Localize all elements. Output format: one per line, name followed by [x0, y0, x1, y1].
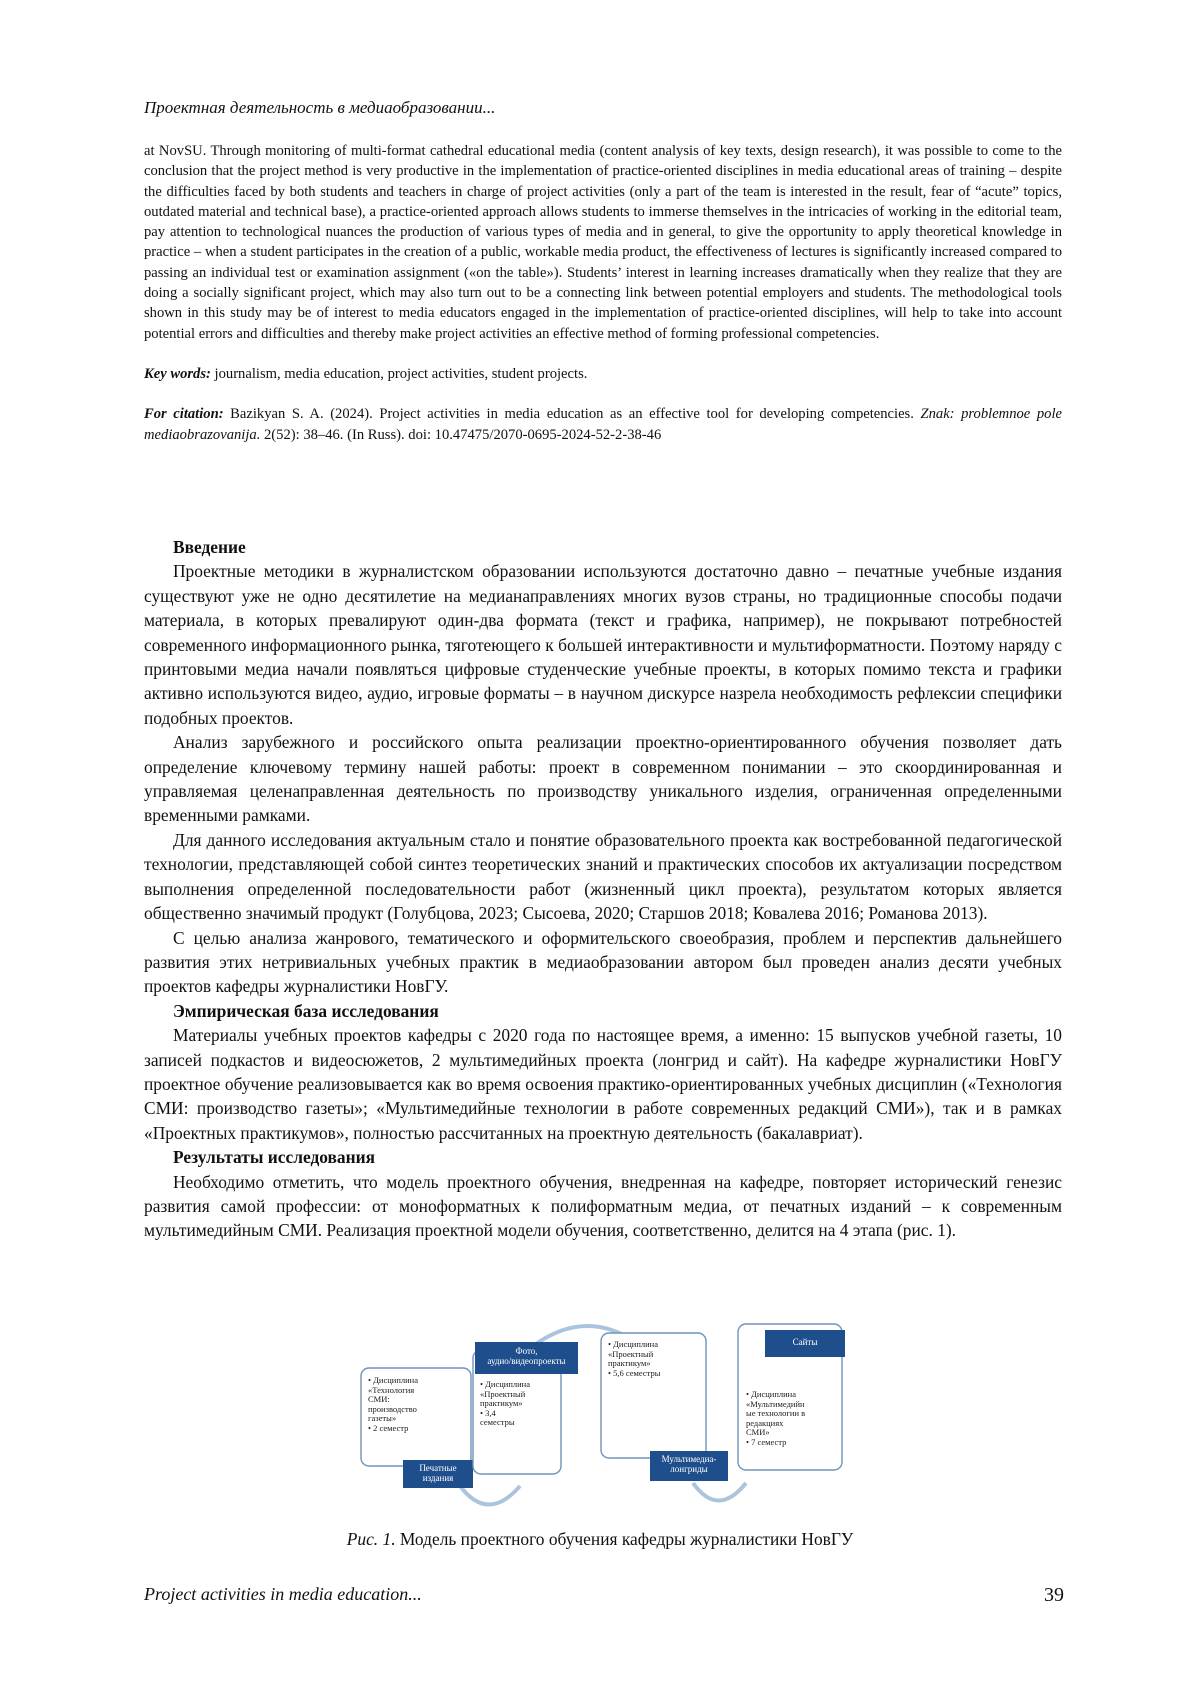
stage-item-line: • Дисциплина — [746, 1390, 796, 1399]
stage1-items — [368, 1376, 466, 1462]
arrow-connector — [460, 1486, 520, 1505]
citation-text: Bazikyan S. A. (2024). Project activities in media education as an effective tool for developing competencies. — [230, 406, 914, 423]
abstract — [144, 141, 1062, 445]
stage-item-line: • Дисциплина — [368, 1376, 418, 1385]
paragraph: Для данного исследования актуальным стало и понятие образовательного проекта как востребованной педагогической технологии, представляющей собой синтез теоретических знаний и практических способов их актуализации посредством выполнения определенной последовательности работ (жизненный цикл проекта), результатом которых является общественно значимый продукт (Голубцова, 2023; Сысоева, 2020; Старшов 2018; Ковалева 2016; Романова 2013). — [144, 829, 1062, 924]
stage-item-line: «Мультимедийн — [746, 1398, 805, 1409]
abstract-text: at NovSU. Through monitoring of multi-format cathedral educational media (content analysis of key texts, design research), it was possible to come to the conclusion that the project method is very productive in the implementation of practice-oriented disciplines in media educational areas of training – despite the difficulties faced by both students and teachers in charge of project activities (only a part of the team is interested in the result, fear of “acute” topics, outdated material and technical base), a practice-oriented approach allows students to immerse themselves in the intricacies of working in the editorial team, pay attention to technological nuances the production of various types of media and in general, to give the opportunity to apply theoretical knowledge in practice – when a student participates in the creation of a public, workable media product, the effectiveness of lectures is significantly increased compared to passing an individual test or examination assignment («on the table»). Students’ interest in learning increases dramatically when they realize that they are doing a socially significant project, which may also turn out to be a connecting link between potential employers and students. The methodological tools shown in this study may be of interest to media educators engaged in the implementation of practice-oriented disciplines, will help to take into account potential errors and difficulties and thereby make project activities an effective method of forming professional competencies. — [144, 143, 1062, 342]
stage-item-line: ые технологии в — [746, 1408, 806, 1418]
stage-label-line: Мультимедиа- — [661, 1454, 717, 1464]
stage-item-line: «Технология — [368, 1384, 415, 1395]
keywords-text: journalism, media education, project activities, student projects. — [214, 365, 588, 382]
stage-item-line: • 3,4 — [480, 1407, 496, 1418]
stage-item-line: «Проектный — [480, 1388, 526, 1399]
caption-text: Модель проектного обучения кафедры журналистики НовГУ — [399, 1529, 854, 1549]
stage-item-line: • Дисциплина — [608, 1340, 658, 1349]
running-footer: Project activities in media education... — [144, 1584, 422, 1604]
figure-caption — [0, 1529, 1200, 1550]
stage3-items — [608, 1340, 703, 1420]
stage-item-line: • 2 семестр — [368, 1422, 409, 1433]
paragraph: С целью анализа жанрового, тематического и оформительского своеобразия, проблем и перспектив дальнейшего развития этих нетривиальных учебных практик в медиаобразовании автором был проведен анализ десяти учебных проектов кафедры журналистики НовГУ. — [144, 927, 1062, 997]
figure-project-model — [358, 1318, 848, 1513]
stage-label-line: Печатные — [419, 1463, 457, 1473]
citation-journal: Znak: problemnoe pole mediaobrazovanija. — [144, 406, 1063, 443]
stage-item-line: газеты» — [368, 1413, 397, 1423]
stage-label-line: Сайты — [792, 1337, 818, 1347]
stage-label-line: лонгриды — [670, 1464, 708, 1474]
section-heading-intro: Введение — [173, 537, 246, 557]
stage-item-line: • Дисциплина — [480, 1380, 530, 1389]
stage-item-line: семестры — [480, 1417, 515, 1427]
process-diagram — [358, 1318, 848, 1513]
stage-label-line: издания — [422, 1473, 454, 1483]
stage-item-line: практикум» — [480, 1398, 523, 1408]
stage-item-line: редакциях — [746, 1417, 784, 1428]
stage-label-line: Фото, — [515, 1346, 538, 1356]
section-heading-results: Результаты исследования — [173, 1147, 376, 1168]
stage-item-line: СМИ: — [368, 1394, 390, 1404]
stage-item-line: СМИ» — [746, 1427, 770, 1437]
paragraph: Анализ зарубежного и российского опыта реализации проектно-ориентированного обучения позволяет дать определение ключевому термину нашей работы: проект в современном понимании – это скоординированная и управляемая целенаправленная деятельность по производству уникального изделия, ограниченная определенными временными рамками. — [144, 732, 1062, 826]
paragraph: Проектные методики в журналистском образовании используются достаточно давно – печатные учебные издания существуют уже не одно десятилетие на медианаправлениях многих вузов страны, но традиционные способы подачи материала, в которых превалируют один-два формата (текст и графика, например), не покрывают потребностей современного информационного рынка, тяготеющего к большей интерактивности и мультиформатности. Поэтому наряду с принтовыми медиа начали появляться цифровые студенческие учебные проекты, в которых помимо текста и графики активно используются видео, аудио, игровые форматы – в научном дискурсе назрела необходимость рефлексии специфики подобных проектов. — [144, 561, 1062, 728]
stage3-label — [650, 1454, 728, 1480]
citation-label: For citation: — [144, 406, 224, 423]
caption-label: Рис. 1. — [346, 1529, 396, 1549]
paragraph: Материалы учебных проектов кафедры с 2020 года по настоящее время, а именно: 15 выпусков учебной газеты, 10 записей подкастов и видеосюжетов, 2 мультимедийных проекта (лонгрид и сайт). На кафедре журналистики НовГУ проектное обучение реализовывается как во время освоения практико-ориентированных учебных дисциплин («Технология СМИ: производство газеты»; «Мультимедийные технологии в работе современных редакций СМИ»), так и в рамках «Проектных практикумов», полностью рассчитанных на проектную деятельность (бакалавриат). — [144, 1025, 1062, 1143]
stage2-label — [475, 1346, 578, 1372]
stage-label-line: аудио/видеопроекты — [487, 1356, 566, 1366]
stage-item-line: • 5,6 семестры — [608, 1367, 661, 1378]
stage1-label — [403, 1463, 473, 1487]
stage4-label — [765, 1337, 845, 1355]
stage4-items — [746, 1390, 840, 1468]
keywords-label: Key words: — [144, 365, 211, 382]
stage-item-line: производство — [368, 1403, 417, 1414]
keywords — [144, 364, 1062, 384]
article-body — [144, 535, 1062, 1243]
paragraph: Необходимо отметить, что модель проектного обучения, внедренная на кафедре, повторяет исторический генезис развития самой профессии: от моноформатных к полиформатным медиа, от печатных изданий – к современным мультимедийным СМИ. Реализация проектной модели обучения, соответственно, делится на 4 этапа (рис. 1). — [144, 1171, 1062, 1241]
arrow-connector — [693, 1483, 746, 1501]
page-number: 39 — [1044, 1584, 1064, 1606]
stage-item-line: практикум» — [608, 1358, 651, 1368]
stage2-items — [480, 1380, 560, 1470]
stage-item-line: «Проектный — [608, 1348, 654, 1359]
running-header: Проектная деятельность в медиаобразовании... — [144, 98, 496, 117]
stage-item-line: • 7 семестр — [746, 1436, 787, 1447]
citation-rest: 2(52): 38–46. (In Russ). doi: 10.47475/2070-0695-2024-52-2-38-46 — [264, 426, 662, 443]
section-heading-empirical: Эмпирическая база исследования — [173, 1000, 439, 1021]
citation — [144, 404, 1062, 445]
